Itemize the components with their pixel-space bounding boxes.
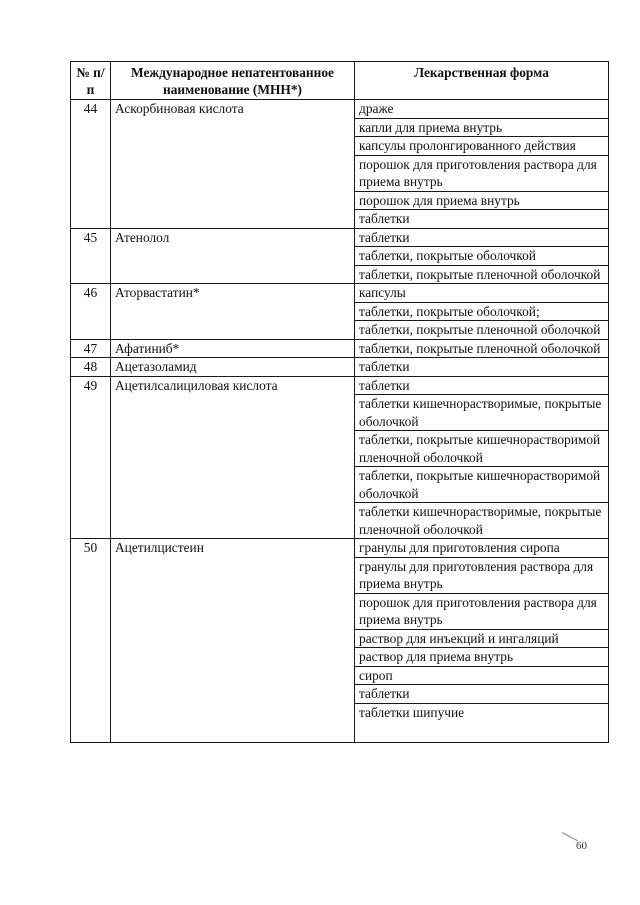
table-row [71, 228, 609, 247]
table-row [71, 100, 609, 119]
dosage-form: порошок для приготовления раствора для приема внутрь [355, 155, 609, 191]
dosage-form: капли для приема внутрь [355, 118, 609, 137]
header-num: № п/п [71, 62, 111, 100]
drug-name: Ацетилсалициловая кислота [111, 376, 355, 539]
drug-name: Аторвастатин* [111, 284, 355, 340]
dosage-form: сироп [355, 666, 609, 685]
dosage-form: таблетки [355, 358, 609, 377]
dosage-form: драже [355, 100, 609, 119]
drug-name: Ацетазоламид [111, 358, 355, 377]
dosage-form: гранулы для приготовления сиропа [355, 539, 609, 558]
drug-name: Афатиниб* [111, 339, 355, 358]
dosage-form: таблетки, покрытые кишечнорастворимой пленочной оболочкой [355, 431, 609, 467]
table-row [71, 358, 609, 377]
dosage-form: капсулы [355, 284, 609, 303]
row-number: 48 [71, 358, 111, 377]
dosage-form: раствор для приема внутрь [355, 648, 609, 667]
drug-name: Аскорбиновая кислота [111, 100, 355, 229]
table-row [71, 284, 609, 303]
dosage-form: таблетки шипучие [355, 703, 609, 742]
dosage-form: гранулы для приготовления раствора для приема внутрь [355, 557, 609, 593]
dosage-form: таблетки, покрытые пленочной оболочкой [355, 339, 609, 358]
dosage-form: таблетки [355, 210, 609, 229]
page-number: 60 [576, 840, 587, 852]
dosage-form: таблетки кишечнорастворимые, покрытые оболочкой [355, 395, 609, 431]
table-row [71, 539, 609, 558]
drug-name: Ацетилцистеин [111, 539, 355, 743]
header-form: Лекарственная форма [355, 62, 609, 100]
drug-name: Атенолол [111, 228, 355, 284]
row-number: 47 [71, 339, 111, 358]
row-number: 49 [71, 376, 111, 539]
table-row [71, 339, 609, 358]
dosage-form: таблетки, покрытые пленочной оболочкой [355, 265, 609, 284]
dosage-form: таблетки, покрытые кишечнорастворимой оболочкой [355, 467, 609, 503]
dosage-form: раствор для инъекций и ингаляций [355, 629, 609, 648]
dosage-form: таблетки, покрытые пленочной оболочкой [355, 321, 609, 340]
dosage-form: таблетки, покрытые оболочкой; [355, 302, 609, 321]
dosage-form: порошок для приема внутрь [355, 191, 609, 210]
table-row [71, 376, 609, 395]
dosage-form: таблетки, покрытые оболочкой [355, 247, 609, 266]
dosage-form: таблетки кишечнорастворимые, покрытые пленочной оболочкой [355, 503, 609, 539]
table-header-row [71, 62, 609, 100]
row-number: 50 [71, 539, 111, 743]
dosage-form: порошок для приготовления раствора для приема внутрь [355, 593, 609, 629]
row-number: 46 [71, 284, 111, 340]
row-number: 44 [71, 100, 111, 229]
drug-forms-table [70, 61, 609, 743]
dosage-form: капсулы пролонгированного действия [355, 137, 609, 156]
dosage-form: таблетки [355, 376, 609, 395]
header-inn: Международное непатентованное наименование (МНН*) [111, 62, 355, 100]
table-body [71, 100, 609, 743]
row-number: 45 [71, 228, 111, 284]
dosage-form: таблетки [355, 685, 609, 704]
dosage-form: таблетки [355, 228, 609, 247]
